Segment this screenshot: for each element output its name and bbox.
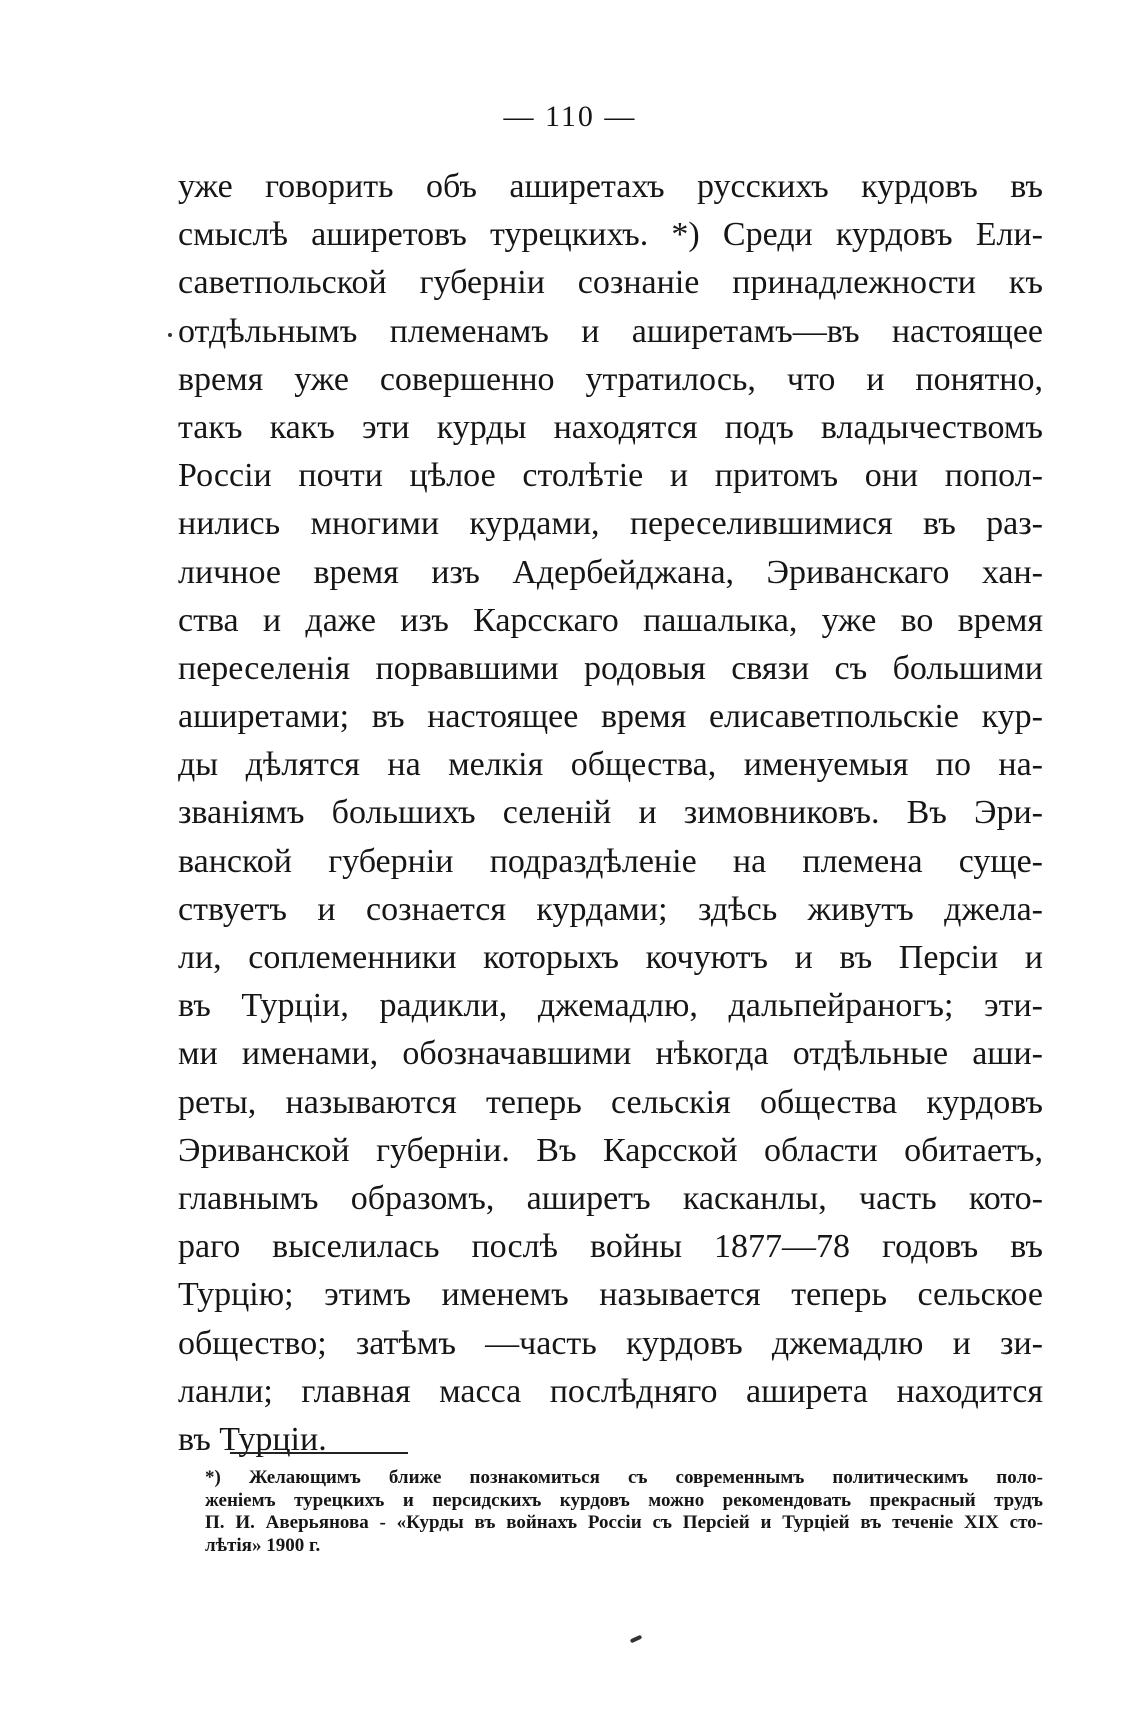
text-line: ства и даже изъ Карсскаго пашалыка, уже во время bbox=[178, 601, 1043, 639]
text-line: смыслѣ аширетовъ турецкихъ. *) Среди курдовъ Ели- bbox=[178, 216, 1043, 254]
footnote-line: женіемъ турецкихъ и персидскихъ курдовъ можно рекомендовать прекрасный трудъ bbox=[205, 1489, 1043, 1511]
text-line: реты, называются теперь сельскія общества курдовъ bbox=[178, 1083, 1043, 1121]
text-line: ствуетъ и сознается курдами; здѣсь живутъ джела- bbox=[178, 890, 1043, 928]
text-line: главнымъ образомъ, аширетъ касканлы, часть кото- bbox=[178, 1179, 1043, 1217]
text-line: ланли; главная масса послѣдняго аширета находится bbox=[178, 1372, 1043, 1410]
text-line: уже говорить объ аширетахъ русскихъ курдовъ въ bbox=[178, 168, 1043, 205]
text-line: въ Турціи, радикли, джемадлю, дальпейраногъ; эти- bbox=[178, 987, 1043, 1025]
text-line: общество; затѣмъ —часть курдовъ джемадлю и зи- bbox=[178, 1324, 1043, 1362]
text-line: ли, соплеменники которыхъ кочуютъ и въ Персіи и bbox=[178, 939, 1043, 976]
footnote-line: лѣтія» 1900 г. bbox=[205, 1534, 321, 1556]
text-line: Россіи почти цѣлое столѣтіе и притомъ они попол- bbox=[178, 457, 1043, 495]
text-line: Эриванской губерніи. Въ Карсской области обитаетъ, bbox=[178, 1131, 1043, 1169]
footnote bbox=[205, 1467, 1043, 1557]
page-number: — 110 — bbox=[503, 100, 637, 133]
footnote-line: П. И. Аверьянова - «Курды въ войнахъ Россіи съ Персіей и Турціей въ теченіе XIX сто- bbox=[205, 1512, 1043, 1533]
footnote-divider bbox=[230, 1452, 408, 1454]
text-line: Турцію; этимъ именемъ называется теперь сельское bbox=[178, 1276, 1043, 1314]
text-line: званіямъ большихъ селеній и зимовниковъ. Въ Эри- bbox=[178, 794, 1043, 832]
text-line: время уже совершенно утратилось, что и понятно, bbox=[178, 360, 1043, 398]
text-line: отдѣльнымъ племенамъ и аширетамъ—въ настоящее bbox=[178, 312, 1043, 350]
text-line: такъ какъ эти курды находятся подъ владычествомъ bbox=[178, 408, 1043, 446]
text-line: личное время изъ Адербейджана, Эриванскаго хан- bbox=[178, 553, 1043, 591]
footnote-line: *) Желающимъ ближе познакомиться съ современнымъ политическимъ поло- bbox=[205, 1467, 1043, 1488]
text-line: раго выселилась послѣ войны 1877—78 годовъ въ bbox=[178, 1228, 1043, 1266]
text-line: аширетами; въ настоящее время елисаветпольскіе кур- bbox=[178, 698, 1043, 736]
text-line: въ Турціи. bbox=[178, 1420, 327, 1458]
print-speck bbox=[168, 333, 172, 337]
text-line: саветпольской губерніи сознаніе принадлежности къ bbox=[178, 264, 1043, 302]
print-speck bbox=[630, 1635, 643, 1644]
text-line: ды дѣлятся на мелкія общества, именуемыя по на- bbox=[178, 746, 1043, 784]
text-line: ми именами, обозначавшими нѣкогда отдѣльные аши- bbox=[178, 1035, 1043, 1073]
text-line: ванской губерніи подраздѣленіе на племена суще- bbox=[178, 842, 1043, 880]
text-line: нились многими курдами, переселившимися въ раз- bbox=[178, 505, 1043, 543]
main-text bbox=[178, 163, 1043, 1464]
text-line: переселенія порвавшими родовыя связи съ большими bbox=[178, 649, 1043, 687]
